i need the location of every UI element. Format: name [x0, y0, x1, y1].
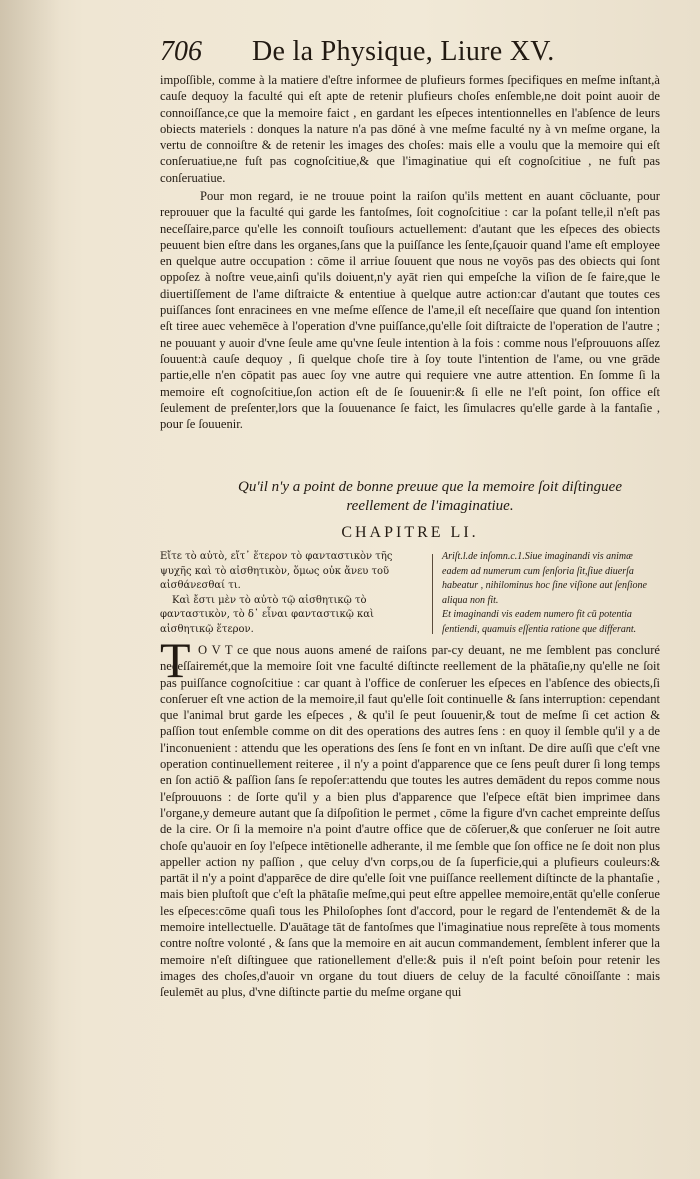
drop-cap: T — [160, 632, 191, 688]
running-title: De la Physique, Liure XV. — [252, 36, 555, 67]
epigraph-block — [160, 550, 660, 640]
greek-quote-line-1: Εἴτε τὸ αὐτὸ, εἴτ᾿ ἕτερον τὸ φανταστικὸν τῆς ψυχῆς καὶ τὸ αἰσθητικὸν, ὅμως οὐκ ἄνευ τοῦ αἰσθάνεσθαί τι. — [160, 551, 393, 591]
chapter-heading-line-2: reellement de l'imaginatiue. — [346, 498, 514, 514]
column-divider — [432, 554, 433, 634]
paragraph-3: O V T ce que nous auons amené de raiſons par-cy deuant, ne me ſemblent pas concluré neceſſairemét,que la memoire ſoit vne faculté diſtincte reellement de la phātaſie,ny qu'elle ne ſoit pas puiſſance cognoſcitiue : car quant à l'office de conſeruer les eſpeces en l'abſence des obiects,ſi conſeruer eſt vne action de la memoire,il faut qu'elle ſoit continuelle & ſans interruption: cependant que l'animal brut garde les eſpeces , & qu'il ſe peut ſouuenir,& tout de meſme ſi cet action & paſſion tout enſemble comme on dit des operations des autres ſens : en quoy il ſemble qu'il y a de l'inconuenient : attendu que les operations des ſens ſe font en vn inſtant. De dire auſſi que c'eſt vne operation continuellement reiteree , il n'y a point d'apparence que ce ſens peuſt durer ſi long temps en ſon actiō & paſſion ſans ſe repoſer:attendu que toutes les autres demādent du repos comme nous l'eſprouuons : de ſorte qu'il y a bien plus d'apparence que l'eſpece eſtāt bien imprimee dans l'organe,y demeure autant que ſa diſpoſition le permet , cōme la figure d'vn cachet empreinte deſſus de la cire. Or ſi la memoire n'a point d'autre office que de cōſeruer,& que conſeruer ne ſoit autre choſe qu'auoir en ſoy l'eſpece intētionelle adherante, il me ſemble que ſon office ne ſe doit non plus appeller action ny paſſion , que celuy d'vn corps,ou de ſa ſuperficie,qui a plufieurs couleurs:& partāt il n'y a point d'apparēce de dire qu'elle ſoit vne puiſſance reellement diſtincte de la phantaſie , mais bien pluſtoſt que c'eſt la phātaſie meſme,qui peut eſtre appellee memoire,entāt qu'elle conſerue les eſpeces:cōme quaſi tous les Philoſophes ſont d'accord, pour le regard de l'entendemēt & de la memoire intellectuelle. D'auātage tāt de fantoſmes que l'imaginatiue nous repreſēte à tous moments contre noſtre volonté , & ſans que la memoire en ait aucun commandement, ſemblent inferer que la memoire n'eſt diſtinguee que rationellement d'elle:& puis il n'eſt point beſoin pour retenir les images des choſes,d'auoir vn organe du tout diuers de celuy de la faculté cōnoiſſante : mais ſeulemēt au plus, d'vne diſtincte partie du meſme organe qui — [160, 643, 660, 1000]
page-number: 706 — [160, 36, 202, 67]
greek-quote — [160, 550, 422, 637]
chapter-heading-line-1: Qu'il n'y a point de bonne preuue que la memoire ſoit diſtinguee — [238, 479, 622, 495]
paragraph-2: Pour mon regard, ie ne trouue point la raiſon qu'ils mettent en auant cōcluante, pour reprouuer que la faculté qui garde les fantoſmes, ſoit cognoſcitiue : car la poſant telle,il n'eſt pas neceſſaire,parce qu'elle les connoiſt touſiours actuellement: d'autant que les eſpeces des obiects peuuent bien eſtre dans les organes,ſans que la puiſſance les ſente,ſçauoir quand l'ame eſt employee en quelque autre occupation : cōme il arriue ſouuent que nous ne voyōs pas des obiects qui ſont oppoſez à noſtre veue,ainſi qu'ils doiuent,n'y ayāt rien qui empeſche la viſion de ſe faire,que le diuertiſſement de l'ame diſtraicte & ententiue à quelque autre action:car d'autant que toutes ces puiſſances ſont enracinees en vne meſme eſſence de l'ame,il eſt neceſſaire que quand ſon intention eſt tiree auec vehemēce à l'operation d'vne puiſſance,qu'elle ſoit diſtraicte de l'operation de l'autre ; ne pouuant y auoir d'vne ſeule ame qu'vne ſeule intention à la fois : comme nous l'eſprouuons aſſez ſouuent:à cauſe dequoy , ſi quelque choſe tire à ſoy toute l'intention de l'ame, ou vne grāde partie,elle n'en cōpatit pas auec ſoy vne autre qui requiere vne autre attention. En ſomme ſi la memoire eſt cognoſcitiue,ſon action eſt de ſe ſouuenir:& ſi elle ne l'eſt point, ſon office eſt ſeulement de preſenter,lors que la ſouuenance ſe faict, les ſimulacres qu'elle garde à la fantaſie , pour ſe ſouuenir. — [160, 189, 660, 432]
latin-quote-line-2: Et imaginandi vis eadem numero fit cū potentia ſentiendi, quamuis eſſentia ratione que differant. — [442, 609, 637, 635]
chapter-heading — [200, 478, 660, 516]
gutter-shadow — [0, 0, 60, 1179]
greek-quote-line-2: Καὶ ἔστι μὲν τὸ αὐτὸ τῷ αἰσθητικῷ τὸ φανταστικὸν, τὸ δ᾿ εἶναι φανταστικῷ καὶ αἰσθητικῷ ἕτερον. — [160, 594, 374, 635]
latin-quote — [442, 550, 660, 637]
paragraph-1: impoſſible, comme à la matiere d'eſtre informee de plufieurs formes ſpecifiques en meſme inſtant,à cauſe dequoy la faculté qui eſt apte de retenir plufieurs choſes enſemble,ne doit point auoir de connoiſſance,ce que la memoire faict , en gardant les eſpeces intentionnelles en l'abſence de leurs obiects materiels : donques la nature n'a pas dōné à vne meſme faculté ny à vn meſme organe, la vertu de connoiſtre & de retenir les images des choſes: mais elle a voulu que la memoire qui eſt conſeruatiue,ne fuſt pas cognoſcitiue,& que l'imaginatiue qui eſt cognoſcitiue , ne fuſt pas conſeruatiue. — [160, 73, 660, 185]
latin-quote-line-1: Ariſt.l.de inſomn.c.1.Siue imaginandi vis animæ eadem ad numerum cum ſenſoria ſit,ſiue diuerſa habeatur , nihilominus hoc ſine viſione aut ſenſione aliqua non fit. — [442, 551, 647, 606]
page-header — [150, 36, 670, 76]
chapter-label: CHAPITRE LI. — [341, 524, 479, 541]
